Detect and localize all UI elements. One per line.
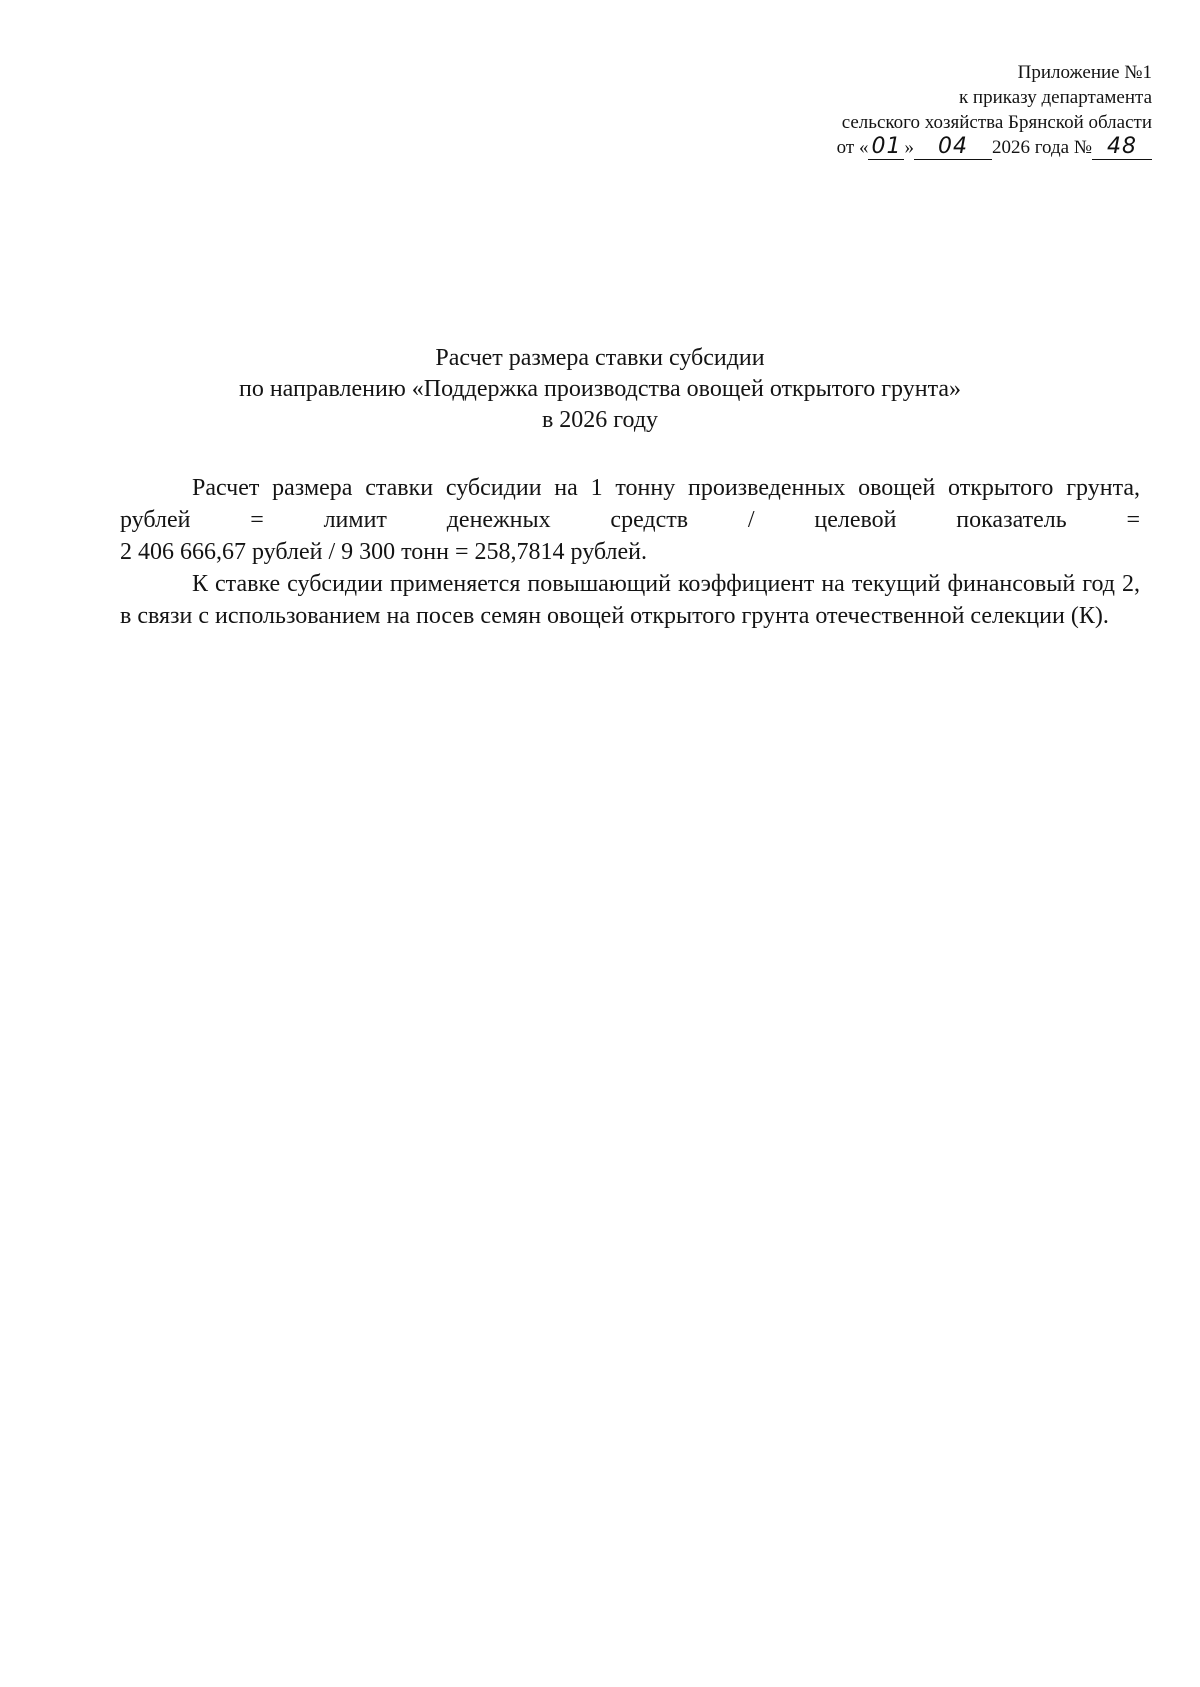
calculation-formula: 2 406 666,67 рублей / 9 300 тонн = 258,7814 рублей.: [120, 539, 647, 565]
calculation-text: Расчет размера ставки субсидии на 1 тонну произведенных овощей открытого грунта, рублей = лимит денежных средств / целевой показатель =: [120, 475, 1140, 533]
document-body: [120, 472, 1140, 632]
coefficient-paragraph: К ставке субсидии применяется повышающий коэффициент на текущий финансовый год 2, в связи с использованием на посев семян овощей открытого грунта отечественной селекции (К).: [120, 571, 1140, 629]
appendix-order-ref: к приказу департамента: [958, 87, 1152, 108]
date-month-handwritten: 04: [937, 134, 968, 159]
order-number-field: [1092, 136, 1152, 160]
appendix-date-line: [592, 135, 1152, 160]
order-number-handwritten: 48: [1107, 134, 1137, 159]
appendix-number: Приложение №1: [1017, 62, 1152, 83]
date-day-close: »: [904, 137, 914, 158]
appendix-department: сельского хозяйства Брянской области: [841, 112, 1152, 133]
date-year-text: 2026 года №: [991, 137, 1092, 158]
date-day-field: [868, 136, 904, 160]
appendix-header: [592, 60, 1152, 160]
date-day-handwritten: 01: [871, 134, 902, 159]
title-line-3: в 2026 году: [541, 407, 659, 433]
title-line-2: по направлению «Поддержка производства овощей открытого грунта»: [238, 376, 961, 402]
document-title: [0, 343, 1200, 436]
title-line-1: Расчет размера ставки субсидии: [435, 345, 765, 371]
date-prefix: от «: [836, 137, 869, 158]
date-month-field: [914, 136, 992, 160]
calculation-paragraph: [120, 472, 1140, 568]
